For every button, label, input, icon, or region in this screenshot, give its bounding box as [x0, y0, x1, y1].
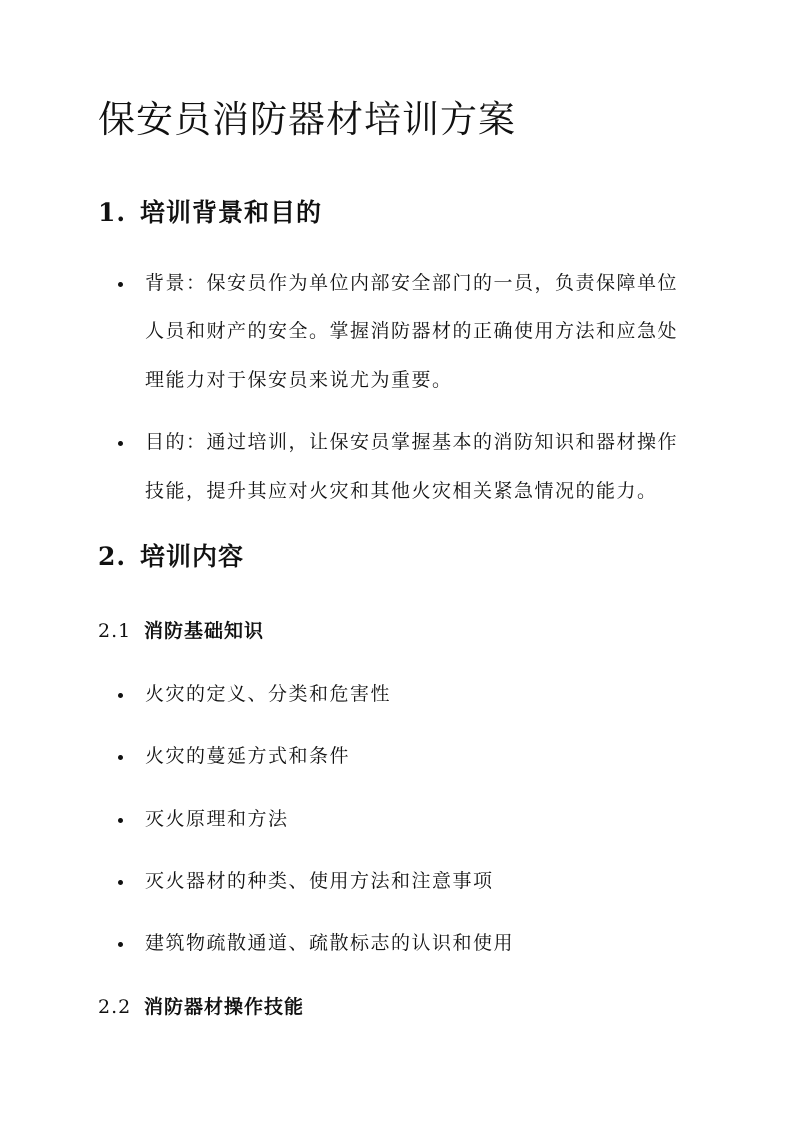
list-item-text: 火灾的蔓延方式和条件 — [145, 745, 351, 767]
list-item-text: 建筑物疏散通道、疏散标志的认识和使用 — [145, 932, 515, 954]
bullet-icon — [118, 942, 123, 947]
section-2-number: 2. — [98, 542, 127, 571]
bullet-icon — [118, 441, 123, 446]
subsection-2-1-title: 消防基础知识 — [144, 620, 265, 642]
list-item-text: 灭火器材的种类、使用方法和注意事项 — [145, 870, 494, 892]
list-item-text: 目的：通过培训，让保安员掌握基本的消防知识和器材操作 — [145, 431, 679, 453]
list-item — [118, 930, 698, 956]
bullet-icon — [118, 880, 123, 885]
subsection-2-1-heading — [98, 618, 264, 644]
list-item-text: 火灾的定义、分类和危害性 — [145, 683, 392, 705]
subsection-2-2-heading — [98, 994, 304, 1020]
list-item-purpose — [118, 429, 698, 455]
subsection-2-2-number: 2.2 — [98, 996, 132, 1018]
list-item — [118, 868, 698, 894]
section-1-heading — [98, 197, 322, 229]
section-2-title: 培训内容 — [140, 542, 245, 571]
subsection-2-2-title: 消防器材操作技能 — [144, 996, 305, 1018]
section-2-heading — [98, 541, 244, 573]
bullet-icon — [118, 693, 123, 698]
section-1-title: 培训背景和目的 — [140, 198, 323, 227]
section-1-number: 1. — [98, 198, 127, 227]
list-item — [118, 681, 698, 707]
subsection-2-1-number: 2.1 — [98, 620, 132, 642]
bullet-icon — [118, 282, 123, 287]
bullet-icon — [118, 755, 123, 760]
list-item-text: 背景：保安员作为单位内部安全部门的一员，负责保障单位 — [145, 272, 679, 294]
list-item — [118, 743, 698, 769]
bullet-icon — [118, 818, 123, 823]
list-item-background — [118, 270, 698, 296]
list-item-text-continued: 理能力对于保安员来说尤为重要。 — [145, 369, 453, 391]
document-title: 保安员消防器材培训方案 — [98, 98, 516, 141]
list-item-text-continued: 技能，提升其应对火灾和其他火灾相关紧急情况的能力。 — [145, 480, 658, 502]
list-item-text-continued: 人员和财产的安全。掌握消防器材的正确使用方法和应急处 — [145, 320, 679, 342]
list-item — [118, 806, 698, 832]
list-item-text: 灭火原理和方法 — [145, 808, 289, 830]
